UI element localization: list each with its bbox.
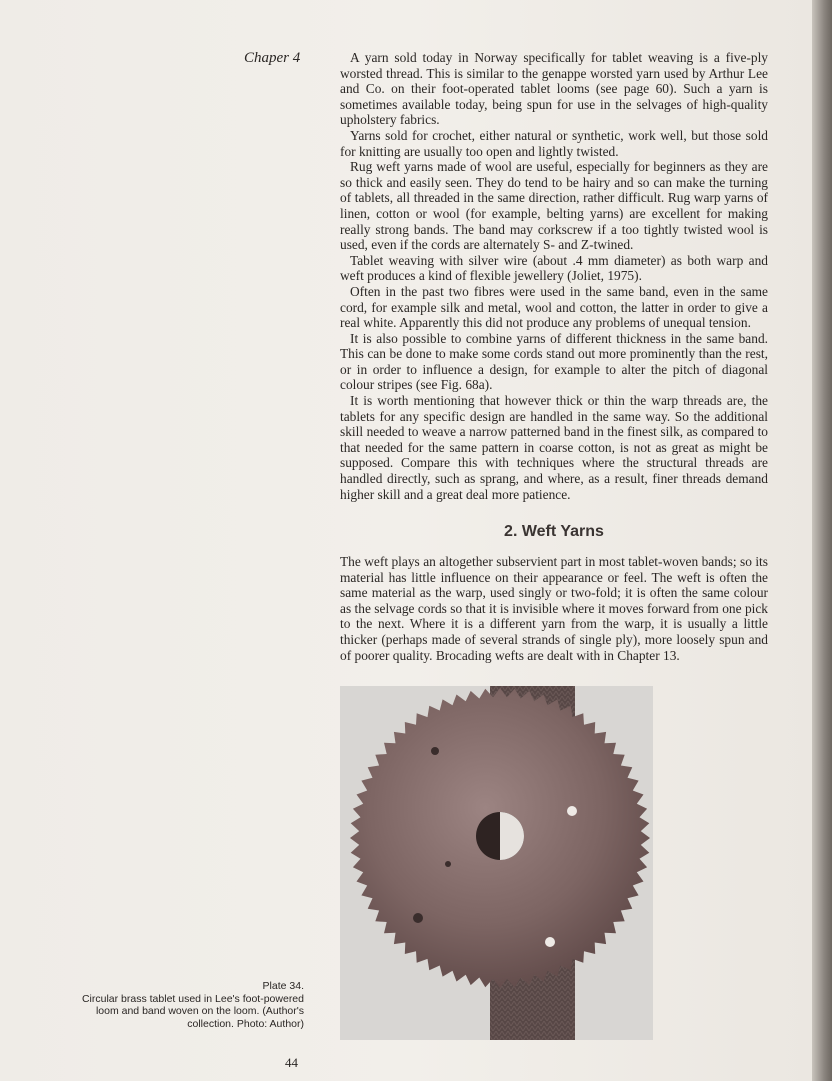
plate-caption (80, 980, 304, 1030)
paragraph: A yarn sold today in Norway specifically for tablet weaving is a five-ply worsted thread. This is similar to the genappe worsted yarn used by Arthur Lee and Co. on their foot-operated tablet looms (see page 60). Such a yarn is sometimes available today, being spun for use in the selvages of high-quality upholstery fabrics. (340, 50, 768, 128)
weft-section-text (340, 554, 768, 663)
brass-tablet-photo (340, 686, 653, 1040)
tablet-hole (431, 747, 439, 755)
plate-label: Plate 34. (262, 980, 304, 992)
paragraph: It is also possible to combine yarns of different thickness in the same band. This can be done to make some cords stand out more prominently than the rest, or in order to influence a design, for example to alter the pitch of diagonal colour stripes (see Fig. 68a). (340, 330, 768, 393)
tablet-hole (567, 806, 577, 816)
chapter-label: Chaper 4 (244, 50, 301, 66)
paragraph: The weft plays an altogether subservient part in most tablet-woven bands; so its material has little influence on their appearance or feel. The weft is often the same material as the warp, used singly or two-fold; it is often the same colour as the selvage cords so that it is invisible where it moves forward from one pick to the next. Where it is a different yarn from the warp, it is usually a little thicker (perhaps made of several strands of single ply), more loosely spun and of poorer quality. Brocading wefts are dealt with in Chapter 13. (340, 554, 768, 663)
page-number: 44 (285, 1055, 298, 1070)
paragraph: It is worth mentioning that however thick or thin the warp threads are, the tablets for any specific design are handled in the same way. So the additional skill needed to weave a narrow patterned band in the finest silk, as compared to that needed for the same pattern in coarse cotton, is not as great as might be supposed. Compare this with techniques where the structural threads are handled directly, such as sprang, and where, as a result, finer threads demand higher skill and a great deal more patience. (340, 393, 768, 502)
tablet-hole (545, 937, 555, 947)
paragraph: Rug weft yarns made of wool are useful, especially for beginners as they are so thick and easily seen. They do tend to be hairy and so can make the turning of tablets, all threaded in the same direction, rather difficult. Rug warp yarns of linen, cotton or wool (for example, belting yarns) are excellent for making really strong bands. The band may corkscrew if a too tightly twisted wool is used, even if the cords are alternately S- and Z-twined. (340, 159, 768, 253)
plate-photo (340, 686, 653, 1040)
paragraph: Yarns sold for crochet, either natural or synthetic, work well, but those sold for knitting are usually too open and lightly twisted. (340, 127, 768, 159)
plate-caption-text: Circular brass tablet used in Lee's foot-powered loom and band woven on the loom. (Author's collection. Photo: Author) (81, 992, 304, 1030)
section-heading: 2. Weft Yarns (504, 523, 604, 540)
paragraph: Often in the past two fibres were used in the same band, even in the same cord, for example silk and metal, wool and cotton, the latter in order to give a real white. Apparently this did not produce any problems of unequal tension. (340, 283, 768, 331)
book-spine-shadow (812, 0, 832, 1081)
paragraph: Tablet weaving with silver wire (about .4 mm diameter) as both warp and weft produces a kind of flexible jewellery (Joliet, 1975). (340, 252, 768, 284)
tablet-hole (413, 913, 423, 923)
tablet-hole (445, 861, 451, 867)
body-text (340, 50, 768, 502)
